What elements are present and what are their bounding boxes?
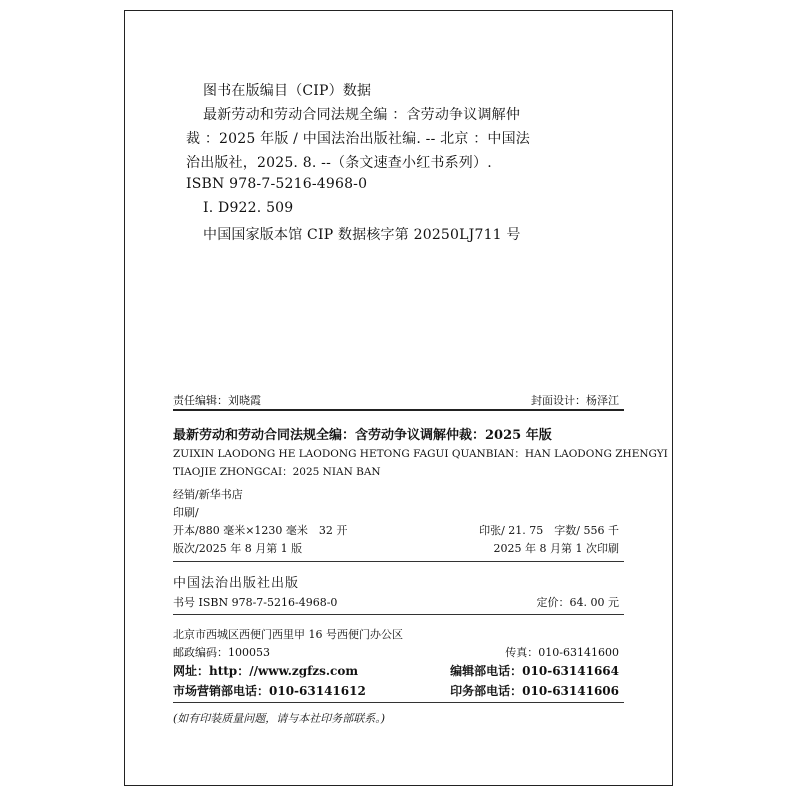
- publisher-address: 北京市西城区西便门西里甲 16 号西便门办公区: [173, 628, 403, 641]
- responsible-editor: 责任编辑：刘晓霞: [173, 394, 261, 407]
- price: 定价：64. 00 元: [536, 596, 619, 609]
- cover-designer: 封面设计：杨泽江: [531, 394, 619, 407]
- editorial-phone: 编辑部电话：010-63141664: [450, 664, 619, 678]
- printer: 印刷/: [173, 506, 199, 519]
- quality-note: (如有印装质量问题，请与本社印务部联系。): [173, 712, 386, 725]
- book-title-cn: 最新劳动和劳动合同法规全编：含劳动争议调解仲裁：2025 年版: [173, 428, 552, 443]
- cip-core-number: 中国国家版本馆 CIP 数据核字第 20250LJ711 号: [203, 227, 521, 243]
- impression: 2025 年 8 月第 1 次印刷: [493, 542, 619, 555]
- postcode: 邮政编码：100053: [173, 646, 270, 659]
- printing-dept-phone: 印务部电话：010-63141606: [450, 684, 619, 698]
- edition: 版次/2025 年 8 月第 1 版: [173, 542, 303, 555]
- publisher-name: 中国法治出版社出版: [173, 576, 300, 591]
- divider-rule: [173, 561, 624, 562]
- format: 开本/880 毫米×1230 毫米 32 开: [173, 524, 348, 537]
- divider-rule: [173, 702, 624, 703]
- fax: 传真：010-63141600: [505, 646, 619, 659]
- book-title-pinyin-2: TIAOJIE ZHONGCAI：2025 NIAN BAN: [173, 466, 381, 478]
- cip-title-line-2: 裁 ：2025 年版 / 中国法治出版社编. -- 北京 ：中国法: [186, 131, 531, 147]
- book-title-pinyin-1: ZUIXIN LAODONG HE LAODONG HETONG FAGUI QUANBIAN：HAN LAODONG ZHENGYI: [173, 448, 668, 460]
- marketing-phone: 市场营销部电话：010-63141612: [173, 684, 366, 698]
- book-number: 书号 ISBN 978-7-5216-4968-0: [173, 596, 338, 609]
- distributor: 经销/新华书店: [173, 488, 243, 501]
- cip-classification: Ⅰ. D922. 509: [203, 200, 294, 216]
- divider-rule: [173, 409, 624, 411]
- cip-isbn: ISBN 978-7-5216-4968-0: [186, 176, 368, 192]
- cip-title-line-1: 最新劳动和劳动合同法规全编 ：含劳动争议调解仲: [203, 107, 521, 123]
- cip-heading: 图书在版编目（CIP）数据: [203, 83, 372, 99]
- website: 网址：http：//www.zgfzs.com: [173, 664, 359, 678]
- cip-title-line-3: 治出版社，2025. 8. --（条文速查小红书系列）.: [186, 155, 492, 171]
- sheets-wordcount: 印张/ 21. 75 字数/ 556 千: [479, 524, 619, 537]
- divider-rule: [173, 614, 624, 615]
